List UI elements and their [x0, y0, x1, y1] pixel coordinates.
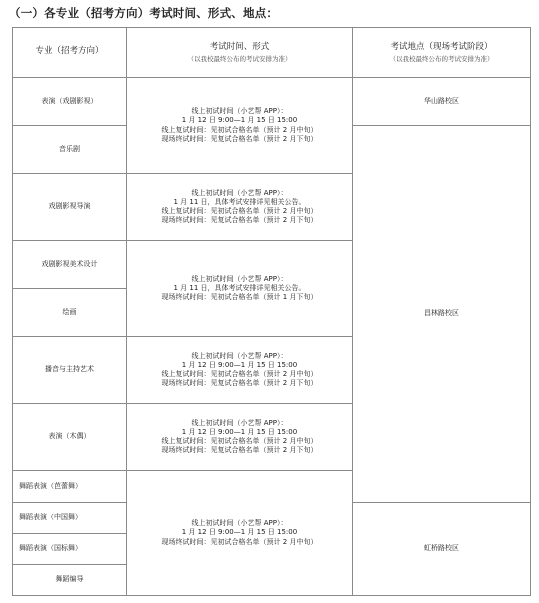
- schedule-cell: 线上初试时间（小艺帮 APP）： 1 月 11 日，具体考试安排详见相关公告。 线上复试时间：见初试合格名单（预计 2 月中旬） 现场终试时间：见复试合格名单（预计 2 月下旬）: [127, 174, 353, 241]
- header-time-note: （以我校最终公布的考试安排为准）: [187, 54, 292, 63]
- schedule-cell: 线上初试时间（小艺帮 APP）： 1 月 12 日 9:00—1 月 15 日 15:00 线上复试时间：见初试合格名单（预计 2 月中旬） 现场终试时间：见复试合格名单（预计 2 月下旬）: [127, 404, 353, 471]
- section-heading: （一）各专业（招考方向）考试时间、形式、地点：: [9, 6, 279, 20]
- header-location-title: 考试地点（现场考试阶段）: [390, 41, 493, 52]
- major-cell: 音乐剧: [13, 126, 127, 174]
- header-time-title: 考试时间、形式: [209, 41, 270, 52]
- major-cell: 舞蹈表演（中国舞）: [13, 503, 127, 534]
- header-time: [127, 28, 353, 78]
- major-cell: 舞蹈表演（国标舞）: [13, 534, 127, 565]
- schedule-cell: 线上初试时间（小艺帮 APP）： 1 月 12 日 9:00—1 月 15 日 15:00 线上复试时间：见初试合格名单（预计 2 月中旬） 现场终试时间：见复试合格名单（预计 2 月下旬）: [127, 337, 353, 404]
- table-header-row: [13, 28, 531, 78]
- location-cell: 虹桥路校区: [353, 503, 531, 596]
- header-location-note: （以我校最终公布的考试安排为准）: [389, 54, 494, 63]
- major-cell: 表演（木偶）: [13, 404, 127, 471]
- exam-schedule-table: [12, 27, 531, 596]
- major-cell: 绘画: [13, 289, 127, 337]
- table-row: [13, 78, 531, 126]
- major-cell: 表演（戏剧影视）: [13, 78, 127, 126]
- location-cell: 昌林路校区: [353, 126, 531, 503]
- major-cell: 舞蹈表演（芭蕾舞）: [13, 471, 127, 503]
- schedule-cell: 线上初试时间（小艺帮 APP）： 1 月 12 日 9:00—1 月 15 日 15:00 线上复试时间：见初试合格名单（预计 2 月中旬） 现场终试时间：见复试合格名单（预计 2 月下旬）: [127, 78, 353, 174]
- major-cell: 戏剧影视导演: [13, 174, 127, 241]
- location-cell: 华山路校区: [353, 78, 531, 126]
- header-major: 专业（招考方向）: [13, 28, 127, 78]
- schedule-cell: 线上初试时间（小艺帮 APP）： 1 月 12 日 9:00—1 月 15 日 15:00 现场终试时间：见初试合格名单（预计 2 月中旬）: [127, 471, 353, 596]
- major-cell: 播音与主持艺术: [13, 337, 127, 404]
- major-cell: 戏剧影视美术设计: [13, 241, 127, 289]
- major-cell: 舞蹈编导: [13, 565, 127, 596]
- schedule-cell: 线上初试时间（小艺帮 APP）： 1 月 11 日，具体考试安排详见相关公告。 现场终试时间：见初试合格名单（预计 1 月下旬）: [127, 241, 353, 337]
- header-location: [353, 28, 531, 78]
